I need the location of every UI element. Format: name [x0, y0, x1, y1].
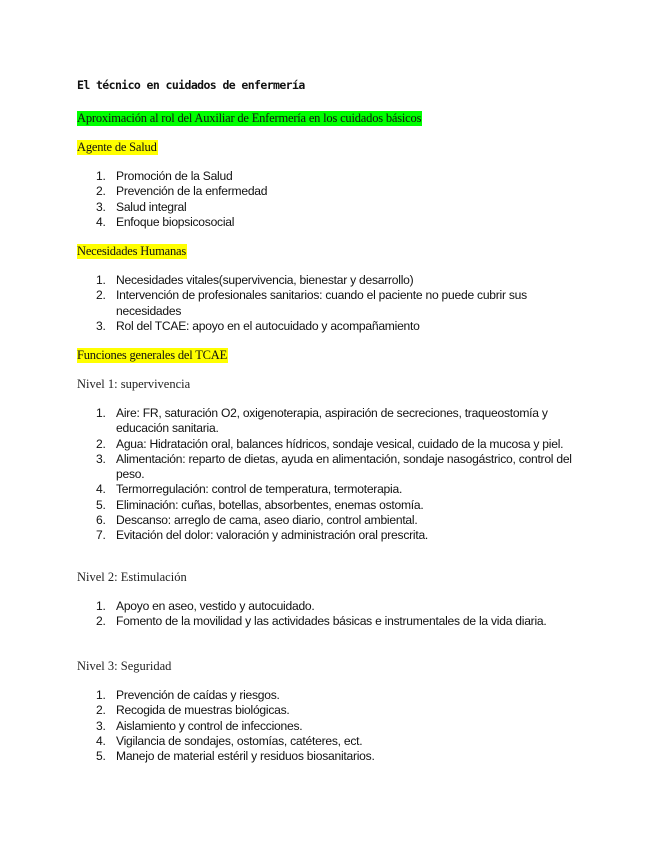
list-item: 4. Vigilancia de sondajes, ostomías, catéteres, ect.	[96, 733, 363, 748]
list-item: 2. Intervención de profesionales sanitarios: cuando el paciente no puede cubrir sus necesidades	[96, 288, 527, 318]
funciones-heading: Funciones generales del TCAE	[77, 348, 228, 362]
agente-heading: Agente de Salud	[77, 140, 157, 154]
section-heading: Aproximación al rol del Auxiliar de Enfermería en los cuidados básicos	[77, 111, 422, 125]
list-item: 4. Termorregulación: control de temperatura, termoterapia.	[96, 482, 403, 497]
list-item: 2. Agua: Hidratación oral, balances hídricos, sondaje vesical, cuidado de la mucosa y piel.	[96, 436, 564, 451]
list-item: 2. Recogida de muestras biológicas.	[96, 703, 290, 718]
list-item: 3. Alimentación: reparto de dietas, ayuda en alimentación, sondaje nasogástrico, control del peso.	[96, 451, 572, 482]
list-item: 4. Enfoque biopsicosocial	[96, 214, 235, 229]
list-item: 1. Necesidades vitales(supervivencia, bienestar y desarrollo)	[96, 273, 414, 287]
list-item: 5. Eliminación: cuñas, botellas, absorbentes, enemas ostomía.	[96, 497, 424, 512]
list-item: 5. Manejo de material estéril y residuos biosanitarios.	[96, 749, 375, 764]
nivel1-list	[0, 406, 586, 544]
list-item: 2. Prevención de la enfermedad	[96, 184, 268, 199]
list-item: 3. Rol del TCAE: apoyo en el autocuidado y acompañamiento	[96, 318, 420, 333]
list-item: 1. Promoción de la Salud	[96, 169, 233, 183]
nivel2-list	[0, 599, 586, 630]
list-item: 1. Aire: FR, saturación O2, oxigenoterapia, aspiración de secreciones, traqueostomía y educación sanitaria.	[96, 406, 548, 436]
list-item: 1. Apoyo en aseo, vestido y autocuidado.	[96, 599, 315, 613]
document-title: El técnico en cuidados de enfermería	[77, 78, 305, 92]
list-item: 7. Evitación del dolor: valoración y administración oral prescrita.	[96, 528, 429, 543]
list-item: 3. Salud integral	[96, 199, 187, 214]
nivel2-label: Nivel 2: Estimulación	[77, 570, 187, 584]
necesidades-list	[0, 273, 586, 334]
nivel3-list	[0, 688, 586, 764]
list-item: 6. Descanso: arreglo de cama, aseo diario, control ambiental.	[96, 513, 418, 528]
nivel1-label: Nivel 1: supervivencia	[77, 377, 191, 391]
list-item: 3. Aislamiento y control de infecciones.	[96, 718, 303, 733]
necesidades-heading: Necesidades Humanas	[77, 244, 187, 258]
nivel3-label: Nivel 3: Seguridad	[77, 659, 172, 673]
list-item: 2. Fomento de la movilidad y las actividades básicas e instrumentales de la vida diaria.	[96, 614, 547, 629]
agente-list	[0, 169, 586, 230]
list-item: 1. Prevención de caídas y riesgos.	[96, 688, 280, 702]
